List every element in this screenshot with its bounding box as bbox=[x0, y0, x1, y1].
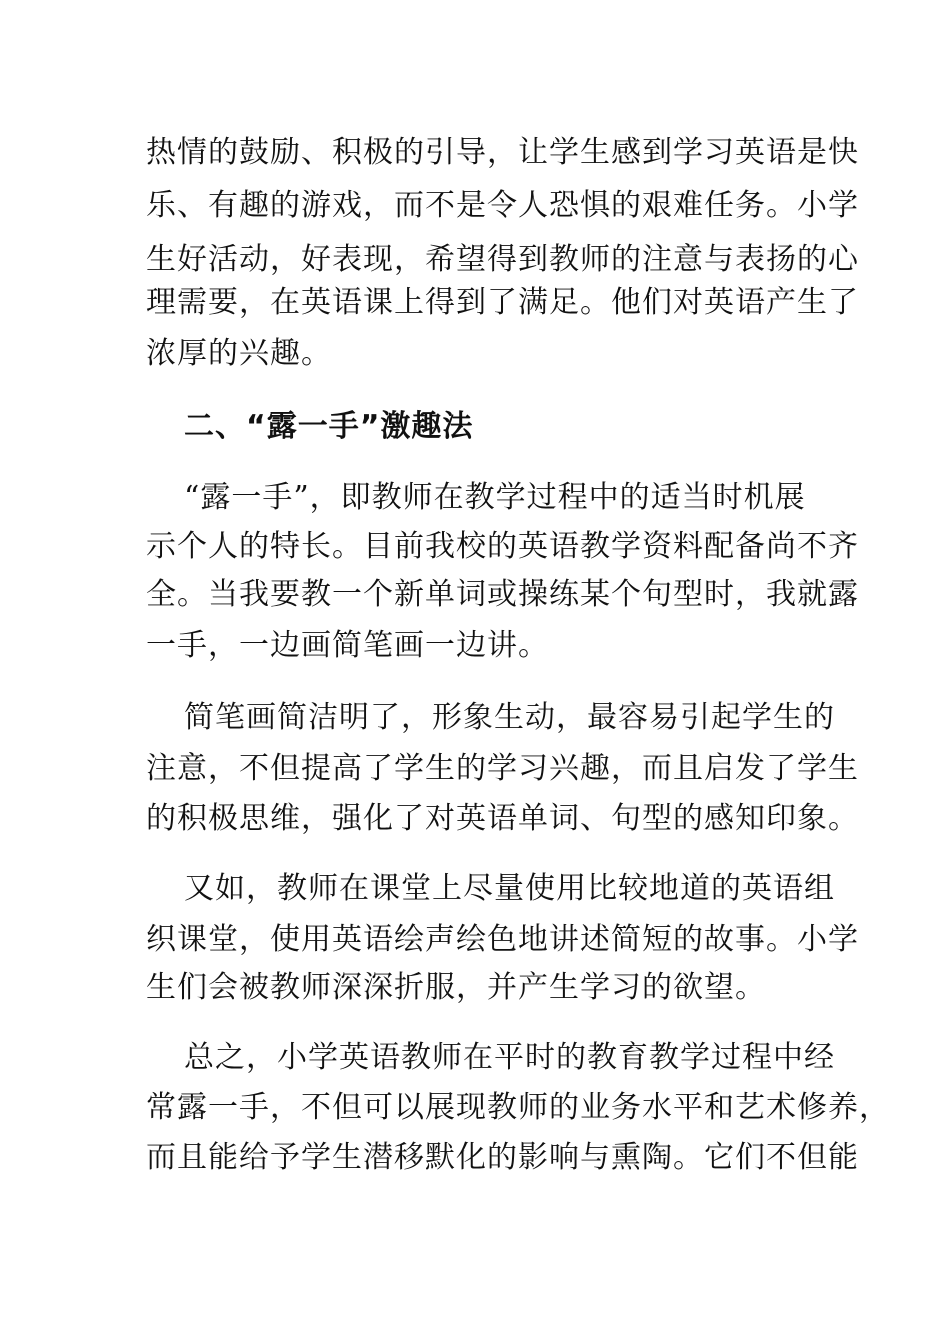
paragraph-2-line-2: 示个人的特长。目前我校的英语教学资料配备尚不齐 bbox=[146, 529, 859, 564]
paragraph-5-line-1: 总之，小学英语教师在平时的教育教学过程中经 bbox=[184, 1040, 835, 1075]
paragraph-2-line-4: 一手，一边画简笔画一边讲。 bbox=[146, 628, 549, 663]
paragraph-4-line-3: 生们会被教师深深折服，并产生学习的欲望。 bbox=[146, 970, 766, 1005]
paragraph-3-line-2: 注意，不但提高了学生的学习兴趣，而且启发了学生 bbox=[146, 751, 859, 786]
section-heading: 二、“露一手”激趣法 bbox=[184, 409, 474, 444]
paragraph-3-line-3: 的积极思维，强化了对英语单词、句型的感知印象。 bbox=[146, 801, 859, 836]
paragraph-3-line-1: 简笔画简洁明了，形象生动，最容易引起学生的 bbox=[184, 700, 835, 735]
paragraph-2-line-1: “露一手”，即教师在教学过程中的适当时机展 bbox=[184, 480, 806, 515]
paragraph-4-line-2: 织课堂，使用英语绘声绘色地讲述简短的故事。小学 bbox=[146, 922, 859, 957]
paragraph-4-line-1: 又如，教师在课堂上尽量使用比较地道的英语组 bbox=[184, 871, 835, 906]
paragraph-1-line-3: 生好活动，好表现，希望得到教师的注意与表扬的心 bbox=[146, 242, 859, 277]
paragraph-2-line-3: 全。当我要教一个新单词或操练某个句型时，我就露 bbox=[146, 577, 859, 612]
paragraph-1-line-4: 理需要，在英语课上得到了满足。他们对英语产生了 bbox=[146, 285, 859, 320]
paragraph-1-line-2: 乐、有趣的游戏，而不是令人恐惧的艰难任务。小学 bbox=[146, 188, 859, 223]
paragraph-5-line-2: 常露一手，不但可以展现教师的业务水平和艺术修养， bbox=[146, 1090, 890, 1125]
paragraph-5-line-3: 而且能给予学生潜移默化的影响与熏陶。它们不但能 bbox=[146, 1140, 859, 1175]
paragraph-1-line-1: 热情的鼓励、积极的引导，让学生感到学习英语是快 bbox=[146, 135, 859, 170]
paragraph-1-line-5: 浓厚的兴趣。 bbox=[146, 336, 332, 371]
